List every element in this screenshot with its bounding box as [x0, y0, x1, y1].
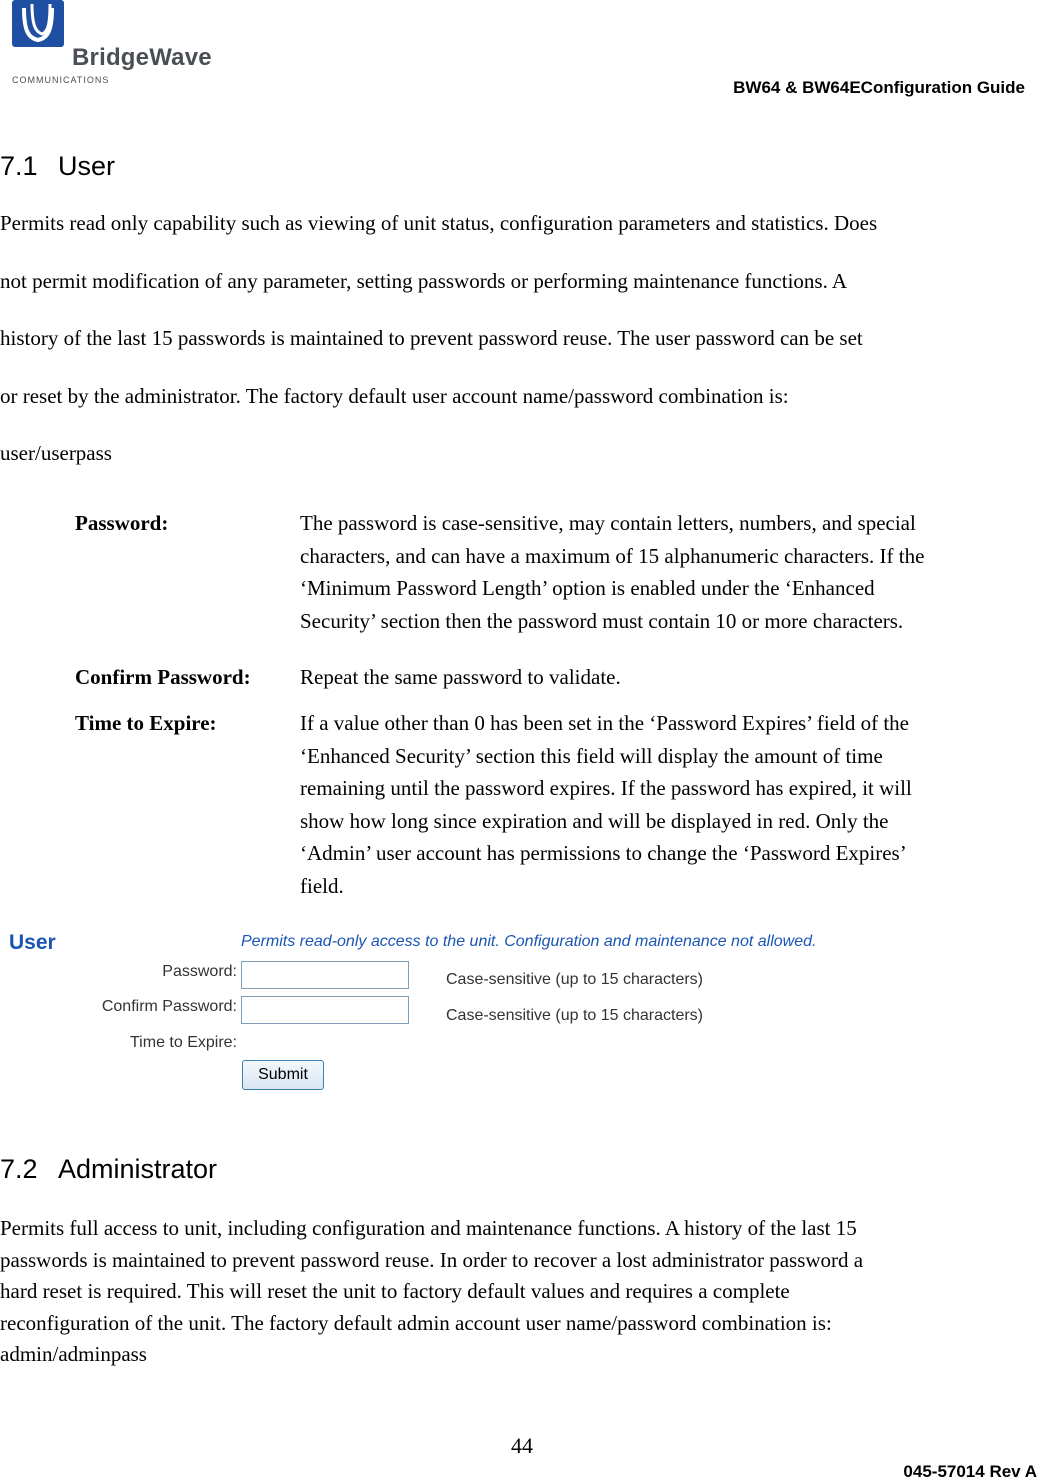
document-revision: 045-57014 Rev A: [903, 1462, 1037, 1481]
user-description-paragraph: [0, 195, 1043, 483]
confirm-password-label: Confirm Password:: [101, 998, 237, 1015]
document-title: BW64 & BW64EConfiguration Guide: [733, 78, 1025, 97]
form-title: User: [9, 931, 56, 954]
definition-line: ‘Minimum Password Length’ option is enabled under the ‘Enhanced: [300, 576, 875, 600]
section-number: 7.1: [0, 151, 38, 181]
paragraph-line: reconfiguration of the unit. The factory default admin account user name/password combination is:: [0, 1310, 832, 1335]
definition-desc-time-to-expire: [300, 707, 1043, 902]
definition-term-confirm-password: Confirm Password:: [75, 665, 251, 689]
paragraph-line: hard reset is required. This will reset the unit to factory default values and requires a complete: [0, 1279, 790, 1303]
section-title: Administrator: [58, 1154, 218, 1184]
submit-button[interactable]: Submit: [242, 1060, 324, 1090]
definition-line: The password is case-sensitive, may contain letters, numbers, and special: [300, 511, 916, 535]
paragraph-line: user/userpass: [0, 441, 112, 465]
bridgewave-logo-icon: [10, 0, 70, 52]
definition-line: ‘Enhanced Security’ section this field will display the amount of time: [300, 743, 883, 768]
section-heading-administrator: [0, 1154, 217, 1185]
time-to-expire-label: Time to Expire:: [130, 1034, 237, 1051]
definition-line: Security’ section then the password must contain 10 or more characters.: [300, 608, 904, 633]
paragraph-line: history of the last 15 passwords is maintained to prevent password reuse. The user password can be set: [0, 326, 863, 350]
definition-line: remaining until the password expires. If the password has expired, it will: [300, 776, 912, 800]
administrator-description-paragraph: [0, 1213, 1040, 1371]
section-number: 7.2: [0, 1154, 38, 1184]
definition-desc-confirm-password: [300, 661, 1043, 694]
paragraph-line: Permits full access to unit, including configuration and maintenance functions. A history of the last 15: [0, 1216, 857, 1240]
definition-line: characters, and can have a maximum of 15 alphanumeric characters. If the: [300, 543, 925, 568]
paragraph-line: Permits read only capability such as viewing of unit status, configuration parameters and statistics. Does: [0, 211, 878, 235]
password-input[interactable]: [241, 961, 409, 989]
user-form-screenshot: [0, 925, 920, 1100]
confirm-password-hint: Case-sensitive (up to 15 characters): [446, 1007, 703, 1024]
paragraph-line: not permit modification of any parameter, setting passwords or performing maintenance functions. A: [0, 268, 848, 293]
password-hint: Case-sensitive (up to 15 characters): [446, 971, 703, 988]
form-description: Permits read-only access to the unit. Configuration and maintenance not allowed.: [241, 933, 817, 950]
bridgewave-logo: [10, 0, 210, 90]
section-heading-user: [0, 151, 115, 182]
paragraph-line: or reset by the administrator. The factory default user account name/password combination is:: [0, 383, 789, 408]
confirm-password-input[interactable]: [241, 996, 409, 1024]
logo-wordmark: BridgeWave: [72, 44, 212, 71]
definition-line: Repeat the same password to validate.: [300, 665, 621, 689]
definition-line: If a value other than 0 has been set in the ‘Password Expires’ field of the: [300, 711, 909, 735]
section-title: User: [58, 151, 116, 181]
definition-line: ‘Admin’ user account has permissions to change the ‘Password Expires’: [300, 841, 907, 865]
logo-subtext: COMMUNICATIONS: [12, 75, 110, 85]
definition-term-time-to-expire: Time to Expire:: [75, 711, 217, 735]
definition-desc-password: [300, 507, 1043, 637]
paragraph-line: passwords is maintained to prevent password reuse. In order to recover a lost administrator password a: [0, 1247, 864, 1272]
password-label: Password:: [162, 963, 237, 980]
definition-term-password: Password:: [75, 511, 169, 535]
page-number: 44: [511, 1433, 533, 1458]
definition-line: field.: [300, 873, 344, 898]
paragraph-line: admin/adminpass: [0, 1342, 147, 1366]
definition-line: show how long since expiration and will be displayed in red. Only the: [300, 808, 889, 833]
